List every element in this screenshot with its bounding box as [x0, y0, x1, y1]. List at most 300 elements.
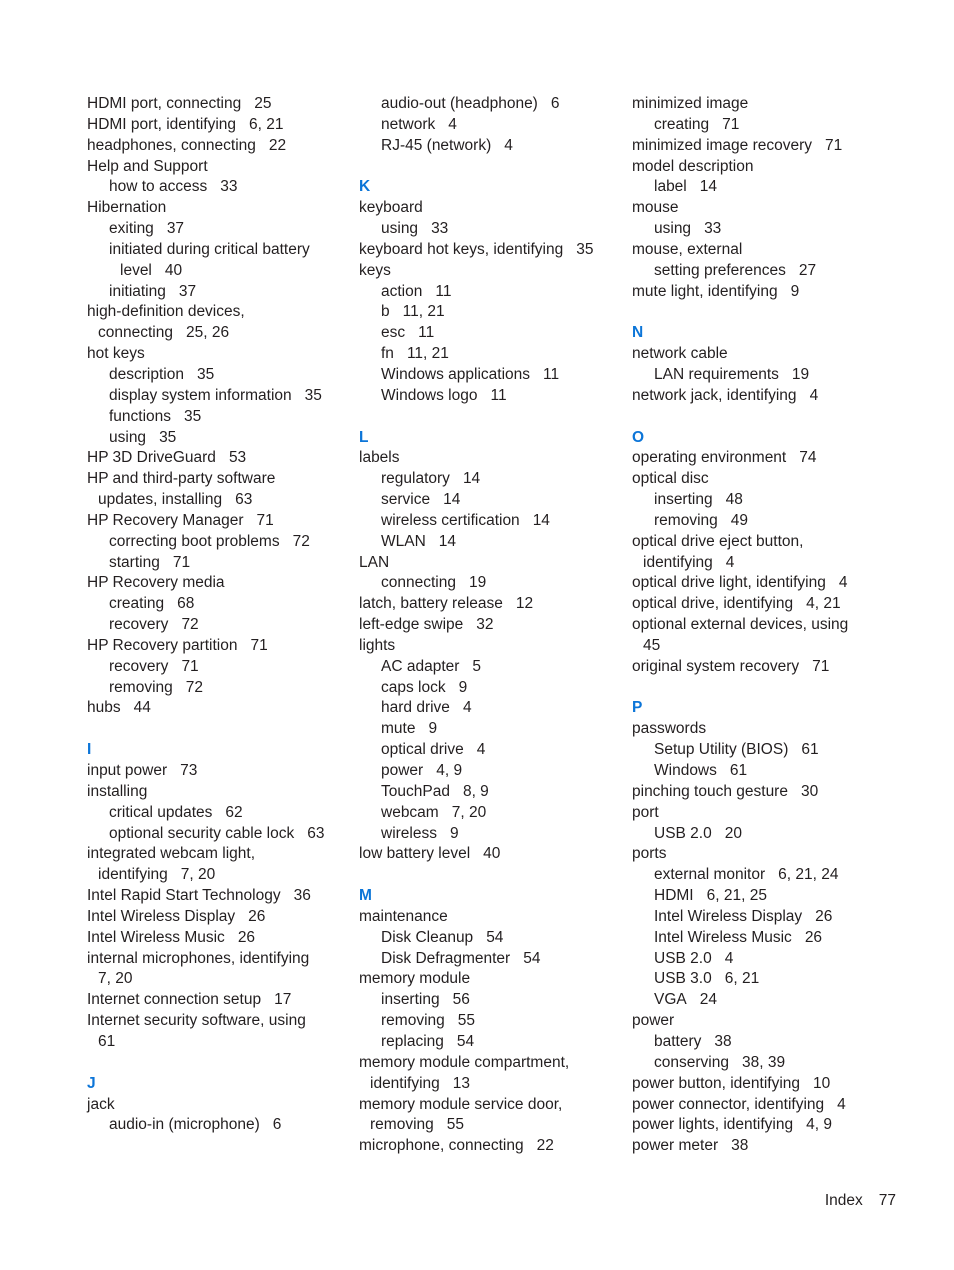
- index-term: identifying: [98, 866, 168, 884]
- index-term: HP Recovery media: [87, 574, 225, 592]
- index-term: HDMI port, identifying: [87, 115, 237, 133]
- index-entry: [632, 448, 900, 469]
- index-term: optional external devices, using: [632, 616, 849, 634]
- index-page-ref: 4: [724, 949, 734, 967]
- index-term: audio-out (headphone): [381, 95, 538, 112]
- index-term: b: [381, 303, 390, 321]
- index-term: webcam: [381, 803, 439, 821]
- index-subentry: [359, 365, 627, 386]
- index-term: power lights, identifying: [632, 1116, 794, 1134]
- index-subentry: [359, 824, 627, 845]
- index-subentry: [87, 219, 355, 240]
- index-page-ref: 11: [435, 282, 452, 300]
- index-subentry: [632, 949, 900, 970]
- index-page-ref: 4: [725, 553, 735, 571]
- index-term: critical updates: [109, 803, 213, 821]
- index-entry: [87, 928, 355, 949]
- index-term: removing: [370, 1116, 434, 1134]
- index-entry: [87, 761, 355, 782]
- index-column-3: [632, 94, 900, 1157]
- index-page-ref: 54: [486, 928, 504, 946]
- index-page-ref: 44: [133, 699, 151, 717]
- index-term: how to access: [109, 178, 208, 196]
- index-page-ref: 25: [254, 95, 272, 112]
- index-entry: [632, 344, 900, 365]
- index-page-ref: 25, 26: [185, 324, 230, 342]
- index-entry: [632, 94, 900, 115]
- index-subentry: [632, 969, 900, 990]
- index-subentry: [87, 282, 355, 303]
- index-page-ref: 4, 9: [436, 762, 463, 779]
- index-term: HDMI: [654, 887, 694, 905]
- index-term: internal microphones, identifying: [87, 949, 310, 967]
- index-subentry: [359, 282, 627, 303]
- index-term: memory module compartment,: [359, 1053, 570, 1071]
- index-term: hot keys: [87, 345, 145, 363]
- index-subentry: [87, 594, 355, 615]
- index-term: hard drive: [381, 699, 450, 717]
- index-term: audio-in (microphone): [109, 1116, 260, 1134]
- index-subentry: [87, 803, 355, 824]
- index-term: setting preferences: [654, 261, 786, 279]
- index-term: Intel Wireless Display: [654, 907, 803, 925]
- index-subentry: [359, 94, 627, 115]
- index-entry: [359, 198, 627, 219]
- index-term: initiating: [109, 282, 166, 300]
- index-term: keyboard hot keys, identifying: [359, 240, 564, 258]
- index-entry: [87, 198, 355, 219]
- index-term: TouchPad: [381, 782, 450, 800]
- index-entry: [632, 469, 900, 490]
- index-subentry: [632, 511, 900, 532]
- index-page-ref: 37: [166, 220, 185, 238]
- index-page-ref: 37: [178, 282, 197, 300]
- index-term: HP 3D DriveGuard: [87, 449, 216, 467]
- index-page-ref: 4, 9: [806, 1116, 832, 1134]
- index-subentry: [87, 177, 355, 198]
- index-term: action: [381, 282, 423, 300]
- index-subentry: [87, 615, 355, 636]
- index-page-ref: 71: [256, 511, 274, 529]
- index-term: using: [109, 428, 147, 446]
- index-entry: [87, 782, 355, 803]
- index-entry: [359, 907, 627, 928]
- index-page-ref: 26: [815, 907, 833, 925]
- index-subentry: [87, 240, 355, 261]
- index-term: Internet connection setup: [87, 991, 262, 1009]
- index-letter-heading: K: [359, 178, 371, 196]
- index-page-ref: 72: [292, 532, 310, 550]
- index-subentry: [632, 115, 900, 136]
- index-subentry: [632, 1053, 900, 1074]
- index-term: network: [381, 115, 436, 133]
- index-term: installing: [87, 782, 148, 800]
- index-page-ref: 6: [550, 95, 560, 112]
- index-page-ref: 11: [543, 365, 560, 383]
- index-page-ref: 55: [457, 1012, 475, 1030]
- index-subentry: [359, 1011, 627, 1032]
- index-term: battery: [654, 1032, 702, 1050]
- index-term: label: [654, 178, 687, 196]
- index-page-ref: 4: [837, 1095, 846, 1113]
- index-term: Intel Wireless Music: [654, 928, 792, 946]
- index-term: HP Recovery partition: [87, 636, 238, 654]
- index-entry: [359, 1053, 627, 1074]
- index-term: mouse: [632, 199, 679, 217]
- index-page-ref: 12: [515, 595, 534, 613]
- index-entry: [359, 844, 627, 865]
- index-entry: [359, 969, 627, 990]
- index-entry: [359, 240, 627, 261]
- index-term: left-edge swipe: [359, 616, 464, 634]
- index-subentry: [87, 678, 355, 699]
- index-entry: [632, 636, 900, 657]
- index-page-ref: 61: [801, 741, 819, 759]
- index-subentry: [359, 761, 627, 782]
- index-entry: [87, 1095, 355, 1116]
- index-term: minimized image recovery: [632, 136, 813, 154]
- index-entry: [87, 865, 355, 886]
- index-term: high-definition devices,: [87, 303, 245, 321]
- index-entry: [87, 344, 355, 365]
- index-entry: [87, 448, 355, 469]
- index-term: lights: [359, 636, 396, 654]
- index-entry: [632, 1115, 900, 1136]
- index-term: optical drive light, identifying: [632, 574, 826, 592]
- index-entry: [87, 490, 355, 511]
- index-letter-heading: J: [87, 1074, 96, 1092]
- index-entry: [87, 469, 355, 490]
- index-page-ref: 13: [452, 1074, 471, 1092]
- index-entry: [87, 990, 355, 1011]
- index-page-ref: 4, 21: [806, 595, 841, 613]
- index-page-ref: 8, 9: [462, 782, 489, 800]
- index-column-1: [87, 94, 355, 1136]
- index-subentry: [359, 386, 627, 407]
- index-page-ref: 22: [536, 1137, 554, 1155]
- index-page-ref: 19: [791, 365, 810, 383]
- index-page-ref: 38, 39: [741, 1053, 786, 1071]
- index-entry: [87, 844, 355, 865]
- index-term: Windows logo: [381, 386, 478, 404]
- index-page-ref: 62: [225, 803, 243, 821]
- index-page-ref: 33: [220, 178, 238, 196]
- index-page-ref: 27: [798, 261, 817, 279]
- index-term: AC adapter: [381, 657, 460, 675]
- index-subentry: [632, 219, 900, 240]
- index-term: Setup Utility (BIOS): [654, 741, 789, 759]
- index-term: fn: [381, 345, 394, 363]
- index-term: 61: [98, 1032, 116, 1050]
- index-term: conserving: [654, 1053, 729, 1071]
- index-term: input power: [87, 762, 168, 779]
- index-page-ref: 4: [504, 136, 513, 154]
- index-letter-heading: L: [359, 428, 369, 446]
- index-entry: [359, 594, 627, 615]
- index-subentry: [359, 928, 627, 949]
- index-entry: [359, 553, 627, 574]
- index-term: initiated during critical battery: [109, 240, 310, 258]
- index-term: 45: [643, 636, 661, 654]
- index-term: power meter: [632, 1137, 719, 1155]
- index-page-ref: 35: [576, 240, 594, 258]
- index-term: Intel Wireless Display: [87, 907, 236, 925]
- index-entry: [632, 803, 900, 824]
- index-term: exiting: [109, 220, 154, 238]
- index-page-ref: 4: [809, 386, 819, 404]
- index-page-ref: 4: [476, 741, 486, 759]
- index-page-ref: 14: [438, 532, 457, 550]
- index-term: connecting: [381, 574, 456, 592]
- index-entry: [87, 949, 355, 970]
- index-subentry: [87, 407, 355, 428]
- index-term: creating: [109, 595, 165, 613]
- index-term: identifying: [370, 1074, 440, 1092]
- index-page-ref: 7, 20: [451, 803, 487, 821]
- index-page-ref: 17: [274, 991, 292, 1009]
- index-page-ref: 26: [237, 928, 256, 946]
- index-subentry: [359, 344, 627, 365]
- index-page-ref: 26: [248, 907, 266, 925]
- index-entry: [632, 136, 900, 157]
- index-term: using: [654, 220, 692, 238]
- index-page-ref: 24: [699, 991, 717, 1009]
- index-term: Windows: [654, 762, 717, 779]
- index-term: optical disc: [632, 470, 709, 488]
- index-page-ref: 11: [490, 386, 507, 404]
- index-entry: [632, 844, 900, 865]
- index-subentry: [632, 490, 900, 511]
- index-entry: [359, 448, 627, 469]
- index-subentry: [359, 115, 627, 136]
- index-term: HDMI port, connecting: [87, 95, 242, 112]
- index-subentry: [359, 678, 627, 699]
- index-entry: [359, 615, 627, 636]
- index-term: memory module service door,: [359, 1095, 563, 1113]
- index-term: power button, identifying: [632, 1074, 801, 1092]
- index-subentry: [632, 261, 900, 282]
- index-term: connecting: [98, 324, 173, 342]
- index-term: removing: [381, 1012, 445, 1030]
- index-term: original system recovery: [632, 657, 800, 675]
- index-letter-heading: P: [632, 699, 643, 717]
- index-term: correcting boot problems: [109, 532, 280, 550]
- index-page-ref: 71: [172, 553, 191, 571]
- index-subentry: [632, 824, 900, 845]
- index-entry: [632, 782, 900, 803]
- index-entry: [632, 386, 900, 407]
- index-page-ref: 5: [472, 657, 482, 675]
- index-term: ports: [632, 845, 667, 863]
- index-page-ref: 33: [431, 220, 449, 238]
- index-subentry: [87, 386, 355, 407]
- index-page-ref: 22: [268, 136, 287, 154]
- index-entry: [359, 636, 627, 657]
- index-subentry: [359, 1032, 627, 1053]
- index-page-ref: 35: [184, 407, 202, 425]
- index-entry: [632, 532, 900, 553]
- index-subentry: [87, 365, 355, 386]
- index-entry: [87, 157, 355, 178]
- index-term: wireless certification: [381, 511, 520, 529]
- index-subentry: [359, 302, 627, 323]
- index-term: optical drive: [381, 741, 464, 759]
- index-term: HP and third-party software: [87, 470, 276, 488]
- index-entry: [87, 886, 355, 907]
- index-term: LAN: [359, 553, 390, 571]
- index-subentry: [87, 532, 355, 553]
- index-entry: [632, 1074, 900, 1095]
- index-entry: [359, 1115, 627, 1136]
- index-entry: [632, 719, 900, 740]
- index-term: keys: [359, 261, 391, 279]
- index-term: optical drive eject button,: [632, 532, 804, 550]
- index-subentry: [359, 573, 627, 594]
- index-term: network jack, identifying: [632, 386, 797, 404]
- index-term: power connector, identifying: [632, 1095, 825, 1113]
- index-subentry: [359, 740, 627, 761]
- index-term: 7, 20: [98, 970, 133, 988]
- index-term: removing: [109, 678, 173, 696]
- index-subentry: [359, 136, 627, 157]
- index-entry: [87, 115, 355, 136]
- index-term: power: [632, 1012, 675, 1030]
- index-subentry: [359, 219, 627, 240]
- index-term: Help and Support: [87, 157, 208, 175]
- index-subentry: [87, 824, 355, 845]
- index-term: functions: [109, 407, 172, 425]
- index-term: Internet security software, using: [87, 1012, 306, 1030]
- index-page-ref: 19: [468, 574, 487, 592]
- index-subentry: [359, 532, 627, 553]
- index-subentry: [632, 865, 900, 886]
- index-term: identifying: [643, 553, 713, 571]
- index-term: optical drive, identifying: [632, 595, 794, 613]
- index-term: creating: [654, 115, 710, 133]
- index-page-ref: 63: [307, 824, 325, 842]
- index-entry: [632, 282, 900, 303]
- index-entry: [87, 969, 355, 990]
- index-subentry: [632, 1032, 900, 1053]
- index-entry: [632, 615, 900, 636]
- index-page-ref: 6: [272, 1116, 282, 1134]
- index-term: external monitor: [654, 866, 766, 884]
- index-entry: [359, 1095, 627, 1116]
- index-term: optional security cable lock: [109, 824, 295, 842]
- index-term: HP Recovery Manager: [87, 511, 244, 529]
- index-term: Intel Wireless Music: [87, 928, 225, 946]
- index-term: wireless: [381, 824, 437, 842]
- index-entry: [632, 1011, 900, 1032]
- index-term: VGA: [654, 991, 687, 1009]
- index-subentry: [87, 657, 355, 678]
- index-term: RJ-45 (network): [381, 136, 492, 154]
- index-term: mute: [381, 720, 416, 738]
- index-term: inserting: [381, 991, 440, 1009]
- index-page-ref: 14: [699, 178, 717, 196]
- index-page-ref: 68: [177, 595, 195, 613]
- index-entry: [359, 261, 627, 282]
- index-page-ref: 71: [812, 657, 830, 675]
- index-page-ref: 9: [449, 824, 459, 842]
- index-entry: [632, 198, 900, 219]
- index-term: display system information: [109, 386, 292, 404]
- index-page-ref: 36: [293, 887, 311, 905]
- index-term: replacing: [381, 1032, 444, 1050]
- index-subentry: [359, 698, 627, 719]
- index-entry: [87, 323, 355, 344]
- index-subentry: [632, 990, 900, 1011]
- index-page-ref: 14: [462, 470, 481, 488]
- index-entry: [87, 136, 355, 157]
- index-page-ref: 35: [196, 365, 215, 383]
- index-page-ref: 38: [731, 1137, 749, 1155]
- index-term: maintenance: [359, 907, 448, 925]
- index-page-ref: 71: [250, 636, 268, 654]
- index-entry: [632, 240, 900, 261]
- index-term: mouse, external: [632, 240, 743, 258]
- index-term: minimized image: [632, 95, 749, 112]
- index-subentry: [632, 761, 900, 782]
- index-subentry: [359, 803, 627, 824]
- index-term: passwords: [632, 720, 707, 738]
- index-page-ref: 6, 21, 24: [778, 866, 839, 884]
- index-subentry: [632, 907, 900, 928]
- index-term: USB 2.0: [654, 949, 712, 967]
- index-page-ref: 11: [418, 324, 435, 342]
- index-page-ref: 54: [523, 949, 541, 967]
- index-page-ref: 40: [164, 261, 183, 279]
- index-entry: [87, 511, 355, 532]
- index-entry: [632, 1095, 900, 1116]
- index-entry: [87, 698, 355, 719]
- index-subentry: [359, 782, 627, 803]
- index-term: operating environment: [632, 449, 787, 467]
- index-entry: [632, 157, 900, 178]
- index-term: WLAN: [381, 532, 426, 550]
- index-term: USB 2.0: [654, 824, 712, 842]
- index-term: recovery: [109, 616, 169, 634]
- index-page-ref: 32: [476, 616, 494, 634]
- index-term: jack: [87, 1095, 115, 1113]
- index-page-ref: 6, 21: [249, 115, 284, 133]
- index-entry: [87, 302, 355, 323]
- page-number: 77: [878, 1192, 896, 1209]
- index-entry: [632, 1136, 900, 1157]
- index-subentry: [359, 323, 627, 344]
- index-column-2: [359, 94, 627, 1157]
- index-entry: [87, 1032, 355, 1053]
- index-term: removing: [654, 511, 718, 529]
- index-term: hubs: [87, 699, 121, 717]
- index-subentry: [87, 1115, 355, 1136]
- index-page-ref: 4: [838, 574, 848, 592]
- index-page-ref: 61: [729, 762, 748, 779]
- index-subentry: [359, 657, 627, 678]
- index-entry: [87, 1011, 355, 1032]
- index-subentry: [359, 511, 627, 532]
- index-term: LAN requirements: [654, 365, 779, 383]
- index-term: headphones, connecting: [87, 136, 256, 154]
- index-term: labels: [359, 449, 400, 467]
- index-page-ref: 40: [483, 845, 501, 863]
- index-page-ref: 14: [443, 491, 461, 509]
- index-term: memory module: [359, 970, 471, 988]
- index-entry: [359, 1074, 627, 1095]
- index-term: starting: [109, 553, 160, 571]
- index-term: keyboard: [359, 199, 423, 217]
- index-page-ref: 63: [235, 491, 253, 509]
